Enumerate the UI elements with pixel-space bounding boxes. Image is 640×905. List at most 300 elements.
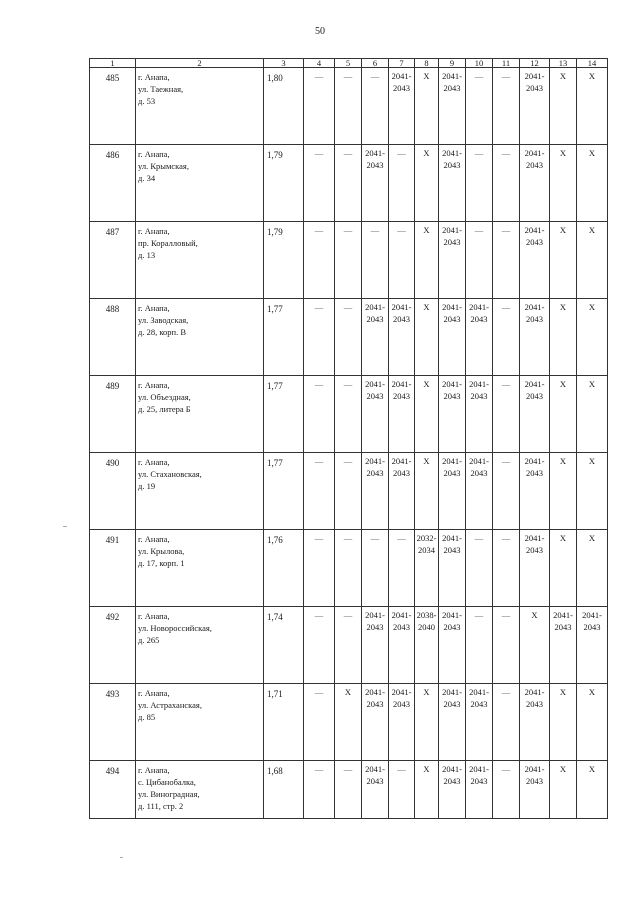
table-row xyxy=(90,145,608,222)
schedule-cell xyxy=(550,607,577,684)
schedule-value: 2041- 2043 xyxy=(391,379,412,401)
schedule-value: 2041- 2043 xyxy=(469,456,489,478)
schedule-cell xyxy=(550,299,577,376)
schedule-value: — xyxy=(501,687,511,697)
row-number-cell: 492 xyxy=(90,607,136,684)
schedule-value: 2041- 2043 xyxy=(391,456,412,478)
schedule-cell xyxy=(520,453,550,530)
row-number-cell: 489 xyxy=(90,376,136,453)
schedule-cell xyxy=(389,299,415,376)
row-number-cell: 490 xyxy=(90,453,136,530)
schedule-cell xyxy=(304,761,335,819)
schedule-cell xyxy=(577,607,608,684)
schedule-value: 2041- 2043 xyxy=(365,302,385,324)
schedule-cell xyxy=(335,530,362,607)
schedule-value: — xyxy=(501,456,511,466)
schedule-cell xyxy=(520,299,550,376)
schedule-value: — xyxy=(314,610,324,620)
schedule-value: — xyxy=(397,764,406,774)
address-cell xyxy=(136,376,264,453)
schedule-cell xyxy=(550,68,577,145)
schedule-value: — xyxy=(314,764,324,774)
schedule-value: 2041- 2043 xyxy=(524,456,545,478)
schedule-cell xyxy=(304,453,335,530)
schedule-cell xyxy=(577,299,608,376)
schedule-cell xyxy=(520,761,550,819)
table-row xyxy=(90,68,608,145)
schedule-cell xyxy=(577,684,608,761)
schedule-value: — xyxy=(474,225,484,235)
schedule-cell xyxy=(466,607,493,684)
address-line: г. Анапа, xyxy=(138,457,170,467)
column-number-header: 4 xyxy=(304,59,335,68)
schedule-value: 2041- 2043 xyxy=(442,379,462,401)
schedule-cell xyxy=(415,761,439,819)
schedule-cell xyxy=(335,376,362,453)
schedule-cell xyxy=(304,376,335,453)
schedule-cell xyxy=(577,222,608,299)
schedule-cell xyxy=(362,299,389,376)
column-number-header: 12 xyxy=(520,59,550,68)
schedule-value: X xyxy=(559,148,567,158)
schedule-cell xyxy=(439,299,466,376)
address-line: ул. Крымская, xyxy=(138,161,189,171)
value-cell: 1,71 xyxy=(264,684,304,761)
schedule-value: 2041- 2043 xyxy=(391,610,412,632)
schedule-cell xyxy=(577,145,608,222)
schedule-value: X xyxy=(423,148,430,158)
page-number: 50 xyxy=(315,26,325,37)
schedule-value: — xyxy=(501,610,511,620)
column-number-header: 9 xyxy=(439,59,466,68)
value-cell: 1,74 xyxy=(264,607,304,684)
schedule-cell xyxy=(304,684,335,761)
schedule-value: 2041- 2043 xyxy=(524,302,545,324)
schedule-value: — xyxy=(343,533,353,543)
schedule-value: X xyxy=(588,225,596,235)
schedule-cell xyxy=(389,376,415,453)
table-row xyxy=(90,299,608,376)
schedule-cell xyxy=(439,145,466,222)
schedule-value: 2038- 2040 xyxy=(416,610,437,632)
schedule-cell xyxy=(439,453,466,530)
address-line: ул. Стахановская, xyxy=(138,469,202,479)
value-cell: 1,76 xyxy=(264,530,304,607)
column-number-row xyxy=(90,59,608,68)
column-number-header: 1 xyxy=(90,59,136,68)
schedule-value: X xyxy=(423,764,430,774)
column-number-header: 7 xyxy=(389,59,415,68)
address-line: д. 28, корп. В xyxy=(138,327,186,337)
schedule-value: 2041- 2043 xyxy=(469,302,489,324)
schedule-cell xyxy=(550,145,577,222)
schedule-cell xyxy=(415,222,439,299)
address-line: г. Анапа, xyxy=(138,303,170,313)
schedule-cell xyxy=(389,530,415,607)
schedule-cell xyxy=(439,222,466,299)
column-number-header: 10 xyxy=(466,59,493,68)
schedule-cell xyxy=(439,607,466,684)
schedule-value: — xyxy=(474,148,484,158)
schedule-cell xyxy=(335,299,362,376)
schedule-cell xyxy=(335,145,362,222)
address-line: г. Анапа, xyxy=(138,534,170,544)
address-line: ул. Таежная, xyxy=(138,84,184,94)
schedule-cell xyxy=(466,299,493,376)
row-number-cell: 493 xyxy=(90,684,136,761)
address-line: ул. Виноградная, xyxy=(138,789,200,799)
schedule-value: 2041- 2043 xyxy=(442,533,462,555)
schedule-cell xyxy=(389,607,415,684)
schedule-value: 2041- 2043 xyxy=(365,456,385,478)
schedule-cell xyxy=(577,68,608,145)
schedule-value: 2041- 2043 xyxy=(365,379,385,401)
schedule-cell xyxy=(335,684,362,761)
address-line: г. Анапа, xyxy=(138,149,170,159)
table-row xyxy=(90,761,608,819)
schedule-value: — xyxy=(343,379,353,389)
schedule-cell xyxy=(439,761,466,819)
schedule-value: — xyxy=(501,533,511,543)
schedule-value: — xyxy=(343,148,353,158)
schedule-value: — xyxy=(370,225,380,235)
schedule-cell xyxy=(466,761,493,819)
schedule-cell xyxy=(493,299,520,376)
schedule-value: 2041- 2043 xyxy=(391,687,412,709)
schedule-value: 2041- 2043 xyxy=(469,764,489,786)
schedule-cell xyxy=(304,222,335,299)
schedule-cell xyxy=(362,453,389,530)
scan-artifact xyxy=(120,857,123,858)
schedule-cell xyxy=(415,684,439,761)
schedule-value: — xyxy=(343,456,353,466)
schedule-cell xyxy=(439,68,466,145)
schedule-cell xyxy=(520,530,550,607)
column-number-header: 6 xyxy=(362,59,389,68)
schedule-cell xyxy=(415,530,439,607)
schedule-value: X xyxy=(588,764,596,774)
schedule-value: X xyxy=(559,379,567,389)
schedule-value: 2041- 2043 xyxy=(442,302,462,324)
column-number-header: 3 xyxy=(264,59,304,68)
schedule-value: — xyxy=(474,533,484,543)
address-line: ул. Астраханская, xyxy=(138,700,202,710)
row-number-cell: 486 xyxy=(90,145,136,222)
schedule-value: — xyxy=(314,687,324,697)
address-line: ул. Новороссийская, xyxy=(138,623,212,633)
schedule-cell xyxy=(466,376,493,453)
schedule-value: — xyxy=(501,764,511,774)
value-cell: 1,80 xyxy=(264,68,304,145)
row-number-cell: 485 xyxy=(90,68,136,145)
table-row xyxy=(90,607,608,684)
schedule-value: 2032- 2034 xyxy=(416,533,437,555)
address-line: д. 25, литера Б xyxy=(138,404,191,414)
schedule-value: 2041- 2043 xyxy=(524,148,545,170)
schedule-value: 2041- 2043 xyxy=(442,225,462,247)
schedule-cell xyxy=(389,145,415,222)
schedule-value: X xyxy=(423,456,430,466)
schedule-cell xyxy=(362,530,389,607)
schedule-cell xyxy=(493,530,520,607)
column-number-header: 5 xyxy=(335,59,362,68)
address-line: с. Цибанобалка, xyxy=(138,777,196,787)
column-number-header: 2 xyxy=(136,59,264,68)
schedule-cell xyxy=(520,607,550,684)
schedule-value: 2041- 2043 xyxy=(524,687,545,709)
schedule-cell xyxy=(577,761,608,819)
schedule-cell xyxy=(389,761,415,819)
schedule-cell xyxy=(520,376,550,453)
column-number-header: 13 xyxy=(550,59,577,68)
column-number-header: 11 xyxy=(493,59,520,68)
schedule-value: 2041- 2043 xyxy=(553,610,573,632)
address-line: д. 13 xyxy=(138,250,156,260)
schedule-cell xyxy=(466,530,493,607)
schedule-value: 2041- 2043 xyxy=(442,610,462,632)
schedule-cell xyxy=(304,607,335,684)
schedule-cell xyxy=(577,376,608,453)
schedule-value: X xyxy=(344,687,352,697)
schedule-cell xyxy=(415,453,439,530)
schedule-cell xyxy=(362,761,389,819)
address-line: д. 34 xyxy=(138,173,156,183)
schedule-cell xyxy=(520,145,550,222)
schedule-value: — xyxy=(397,225,406,235)
schedule-cell xyxy=(335,222,362,299)
table-row xyxy=(90,530,608,607)
schedule-value: X xyxy=(559,225,567,235)
address-line: д. 111, стр. 2 xyxy=(138,801,184,811)
schedule-value: X xyxy=(588,456,596,466)
schedule-value: X xyxy=(423,302,430,312)
column-number-header: 14 xyxy=(577,59,608,68)
address-cell xyxy=(136,530,264,607)
schedule-cell xyxy=(362,376,389,453)
schedule-value: X xyxy=(423,687,430,697)
schedule-value: X xyxy=(531,610,538,620)
schedule-cell xyxy=(389,453,415,530)
schedule-cell xyxy=(550,530,577,607)
schedule-cell xyxy=(493,761,520,819)
value-cell: 1,77 xyxy=(264,376,304,453)
schedule-cell xyxy=(520,68,550,145)
schedule-cell xyxy=(389,222,415,299)
address-line: д. 17, корп. 1 xyxy=(138,558,185,568)
schedule-value: 2041- 2043 xyxy=(442,764,462,786)
schedule-value: — xyxy=(474,71,484,81)
schedule-value: 2041- 2043 xyxy=(442,687,462,709)
address-line: г. Анапа, xyxy=(138,611,170,621)
schedule-value: 2041- 2043 xyxy=(365,764,385,786)
schedule-cell xyxy=(439,684,466,761)
works-schedule-table xyxy=(89,58,608,819)
schedule-value: 2041- 2043 xyxy=(391,71,412,93)
schedule-value: X xyxy=(423,71,430,81)
schedule-cell xyxy=(415,68,439,145)
schedule-cell xyxy=(362,68,389,145)
schedule-value: X xyxy=(423,379,430,389)
schedule-cell xyxy=(335,68,362,145)
schedule-cell xyxy=(415,376,439,453)
schedule-value: X xyxy=(559,764,567,774)
schedule-value: 2041- 2043 xyxy=(469,379,489,401)
schedule-value: — xyxy=(501,302,511,312)
table-body xyxy=(90,68,608,819)
schedule-cell xyxy=(493,376,520,453)
address-line: г. Анапа, xyxy=(138,380,170,390)
schedule-cell xyxy=(304,145,335,222)
schedule-value: — xyxy=(343,225,353,235)
schedule-cell xyxy=(550,761,577,819)
schedule-cell xyxy=(335,761,362,819)
schedule-value: — xyxy=(501,71,511,81)
address-cell xyxy=(136,68,264,145)
schedule-value: X xyxy=(559,71,567,81)
schedule-cell xyxy=(550,684,577,761)
schedule-value: 2041- 2043 xyxy=(524,225,545,247)
schedule-cell xyxy=(466,145,493,222)
schedule-cell xyxy=(415,299,439,376)
schedule-value: — xyxy=(314,148,324,158)
schedule-value: X xyxy=(588,148,596,158)
schedule-cell xyxy=(362,222,389,299)
schedule-cell xyxy=(493,453,520,530)
schedule-cell xyxy=(466,453,493,530)
schedule-cell xyxy=(335,453,362,530)
schedule-value: 2041- 2043 xyxy=(391,302,412,324)
schedule-value: — xyxy=(314,379,324,389)
table-row xyxy=(90,684,608,761)
schedule-cell xyxy=(304,299,335,376)
schedule-cell xyxy=(493,145,520,222)
schedule-cell xyxy=(439,376,466,453)
schedule-value: — xyxy=(501,225,511,235)
schedule-value: — xyxy=(474,610,484,620)
schedule-value: X xyxy=(588,302,596,312)
schedule-cell xyxy=(466,222,493,299)
schedule-cell xyxy=(362,145,389,222)
schedule-cell xyxy=(577,453,608,530)
schedule-value: — xyxy=(343,71,353,81)
schedule-cell xyxy=(550,222,577,299)
row-number-cell: 488 xyxy=(90,299,136,376)
schedule-value: X xyxy=(588,687,596,697)
address-line: г. Анапа, xyxy=(138,226,170,236)
schedule-value: 2041- 2043 xyxy=(365,687,385,709)
row-number-cell: 487 xyxy=(90,222,136,299)
address-line: ул. Объездная, xyxy=(138,392,191,402)
schedule-value: — xyxy=(370,533,380,543)
address-cell xyxy=(136,607,264,684)
schedule-value: X xyxy=(559,687,567,697)
address-cell xyxy=(136,684,264,761)
schedule-value: 2041- 2043 xyxy=(582,610,602,632)
address-line: д. 19 xyxy=(138,481,156,491)
table-row xyxy=(90,453,608,530)
table-row xyxy=(90,376,608,453)
schedule-value: 2041- 2043 xyxy=(365,148,385,170)
schedule-cell xyxy=(304,530,335,607)
schedule-cell xyxy=(550,376,577,453)
schedule-cell xyxy=(304,68,335,145)
schedule-value: 2041- 2043 xyxy=(524,71,545,93)
schedule-value: — xyxy=(397,148,406,158)
schedule-cell xyxy=(389,684,415,761)
schedule-value: — xyxy=(501,148,511,158)
address-cell xyxy=(136,761,264,819)
schedule-cell xyxy=(466,68,493,145)
address-cell xyxy=(136,145,264,222)
schedule-value: — xyxy=(314,225,324,235)
address-cell xyxy=(136,222,264,299)
address-line: д. 265 xyxy=(138,635,160,645)
schedule-value: 2041- 2043 xyxy=(442,148,462,170)
value-cell: 1,77 xyxy=(264,453,304,530)
schedule-value: 2041- 2043 xyxy=(442,71,462,93)
schedule-value: X xyxy=(559,533,567,543)
schedule-cell xyxy=(493,222,520,299)
value-cell: 1,79 xyxy=(264,145,304,222)
schedule-value: — xyxy=(314,302,324,312)
address-line: д. 53 xyxy=(138,96,156,106)
address-cell xyxy=(136,453,264,530)
schedule-value: — xyxy=(343,610,353,620)
schedule-value: — xyxy=(397,533,406,543)
schedule-cell xyxy=(466,684,493,761)
schedule-cell xyxy=(335,607,362,684)
value-cell: 1,68 xyxy=(264,761,304,819)
address-line: ул. Заводская, xyxy=(138,315,189,325)
schedule-cell xyxy=(520,222,550,299)
schedule-cell xyxy=(439,530,466,607)
address-line: г. Анапа, xyxy=(138,688,170,698)
schedule-cell xyxy=(415,145,439,222)
schedule-value: 2041- 2043 xyxy=(469,687,489,709)
schedule-value: — xyxy=(343,764,353,774)
value-cell: 1,77 xyxy=(264,299,304,376)
schedule-cell xyxy=(493,68,520,145)
row-number-cell: 494 xyxy=(90,761,136,819)
schedule-value: X xyxy=(559,302,567,312)
address-line: г. Анапа, xyxy=(138,765,170,775)
scan-artifact xyxy=(63,526,67,527)
address-cell xyxy=(136,299,264,376)
schedule-cell xyxy=(362,607,389,684)
schedule-value: 2041- 2043 xyxy=(365,610,385,632)
schedule-value: — xyxy=(343,302,353,312)
address-line: д. 85 xyxy=(138,712,156,722)
schedule-value: — xyxy=(314,533,324,543)
schedule-value: — xyxy=(314,71,324,81)
schedule-cell xyxy=(520,684,550,761)
schedule-value: — xyxy=(501,379,511,389)
schedule-cell xyxy=(389,68,415,145)
schedule-value: — xyxy=(370,71,380,81)
address-line: г. Анапа, xyxy=(138,72,170,82)
schedule-value: — xyxy=(314,456,324,466)
schedule-cell xyxy=(362,684,389,761)
schedule-value: 2041- 2043 xyxy=(524,379,545,401)
schedule-value: X xyxy=(588,379,596,389)
schedule-cell xyxy=(493,607,520,684)
column-number-header: 8 xyxy=(415,59,439,68)
table-row xyxy=(90,222,608,299)
address-line: ул. Крылова, xyxy=(138,546,185,556)
schedule-value: X xyxy=(559,456,567,466)
schedule-cell xyxy=(493,684,520,761)
schedule-cell xyxy=(577,530,608,607)
